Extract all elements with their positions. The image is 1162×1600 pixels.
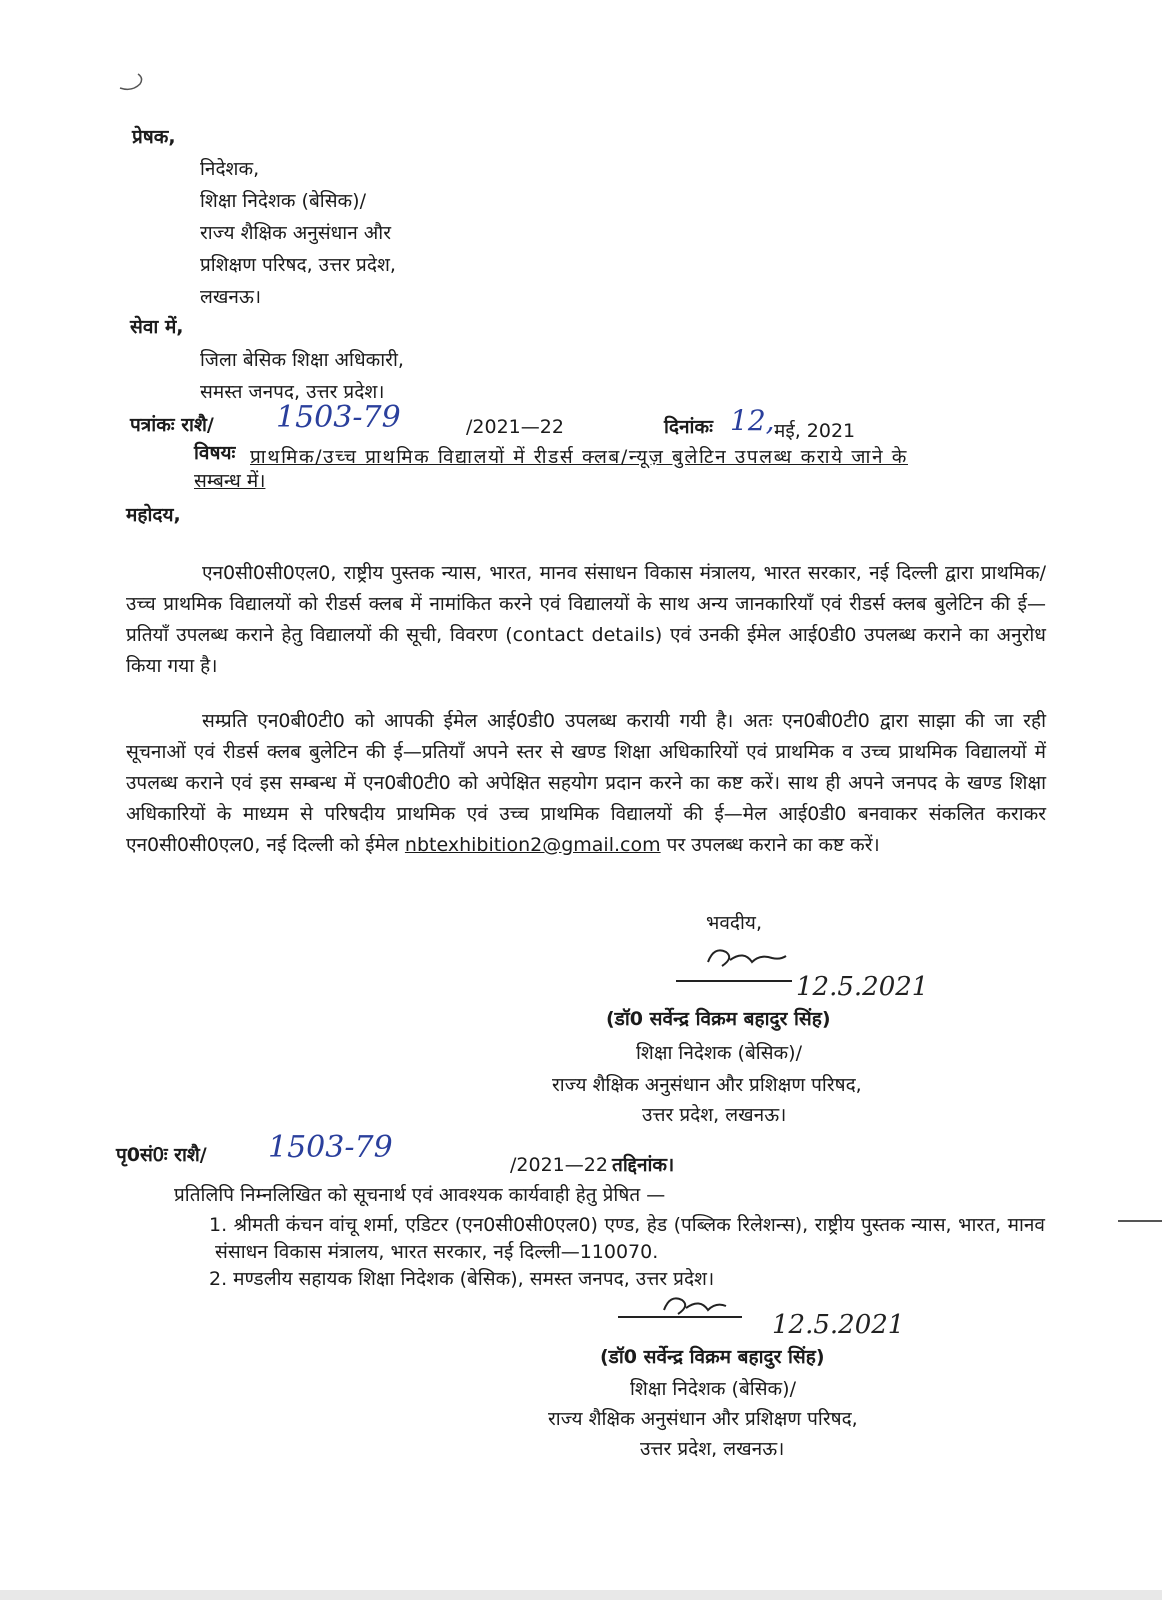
endorsement-tad: तद्दिनांक। bbox=[612, 1154, 675, 1176]
sender-heading: प्रेषक, bbox=[132, 126, 176, 148]
signature-date-handwritten: 12.5.2021 bbox=[796, 972, 929, 1002]
recipient-line: समस्त जनपद, उत्तर प्रदेश। bbox=[200, 381, 385, 403]
endorsement-year: /2021—22 bbox=[510, 1154, 608, 1176]
sender-line: शिक्षा निदेशक (बेसिक)/ bbox=[200, 190, 366, 212]
date-label: दिनांकः bbox=[664, 416, 713, 438]
date-handwritten: 12, bbox=[730, 404, 775, 437]
signatory-title: शिक्षा निदेशक (बेसिक)/ bbox=[636, 1042, 802, 1064]
sender-line: प्रशिक्षण परिषद, उत्तर प्रदेश, bbox=[200, 254, 396, 276]
valediction: भवदीय, bbox=[706, 912, 762, 934]
letter-number-year: /2021—22 bbox=[466, 416, 564, 438]
signature-date-handwritten: 12.5.2021 bbox=[772, 1310, 905, 1340]
scan-mark-icon bbox=[116, 70, 150, 94]
subject-underlined: प्राथमिक/उच्च प्राथमिक विद्यालयों में रीडर्स क्लब/न्यूज़ बुलेटिन उपलब्ध कराये जाने के bbox=[250, 446, 908, 468]
signatory-title: शिक्षा निदेशक (बेसिक)/ bbox=[630, 1378, 796, 1400]
signatory-office: राज्य शैक्षिक अनुसंधान और प्रशिक्षण परिषद, bbox=[548, 1408, 858, 1430]
signatory-name: (डॉ0 सर्वेन्द्र विक्रम बहादुर सिंह) bbox=[606, 1008, 831, 1030]
recipient-line: जिला बेसिक शिक्षा अधिकारी, bbox=[200, 349, 404, 371]
list-item: 2. मण्डलीय सहायक शिक्षा निदेशक (बेसिक), समस्त जनपद, उत्तर प्रदेश। bbox=[209, 1268, 715, 1290]
list-item: 1. श्रीमती कंचन वांचू शर्मा, एडिटर (एन0सी0सी0एल0) एण्ड, हेड (पब्लिक रिलेशन्स), राष्ट्रीय पुस्तक न्यास, भारत, मानव संसाधन विकास मंत्रालय, भारत सरकार, नई दिल्ली—110070. bbox=[209, 1214, 1045, 1263]
signatory-office: राज्य शैक्षिक अनुसंधान और प्रशिक्षण परिषद, bbox=[552, 1074, 862, 1096]
signatory-location: उत्तर प्रदेश, लखनऊ। bbox=[640, 1438, 785, 1460]
paragraph-text bbox=[126, 706, 1046, 861]
recipient-heading: सेवा में, bbox=[130, 316, 184, 338]
signatory-location: उत्तर प्रदेश, लखनऊ। bbox=[642, 1104, 787, 1126]
salutation: महोदय, bbox=[126, 504, 181, 526]
signature-line bbox=[618, 1316, 742, 1318]
paragraph-text: एन0सी0सी0एल0, राष्ट्रीय पुस्तक न्यास, भारत, मानव संसाधन विकास मंत्रालय, भारत सरकार, नई दिल्ली द्वारा प्राथमिक/उच्च प्राथमिक विद्यालयों को रीडर्स क्लब में नामांकित करने एवं विद्यालयों के साथ अन्य जानकारियाँ एवं रीडर्स क्लब बुलेटिन की ई—प्रतियाँ उपलब्ध कराने हेतु विद्यालयों की सूची, विवरण (contact details) एवं उनकी ईमेल आई0डी0 उपलब्ध कराने का अनुरोध किया गया है। bbox=[126, 562, 1046, 677]
scan-edge-mark bbox=[1118, 1220, 1162, 1222]
date-rest: मई, 2021 bbox=[774, 420, 856, 442]
body-paragraph-1 bbox=[126, 558, 1046, 682]
paragraph-text-after: पर उपलब्ध कराने का कष्ट करें। bbox=[666, 834, 880, 856]
sender-line: निदेशक, bbox=[200, 158, 260, 180]
subject-text bbox=[250, 442, 1032, 472]
letter-number-prefix: पत्रांकः राशै/ bbox=[130, 414, 214, 436]
body-paragraph-2 bbox=[126, 706, 1046, 861]
email-link[interactable]: nbtexhibition2@gmail.com bbox=[404, 834, 661, 856]
subject-end: सम्बन्ध में। bbox=[194, 470, 266, 492]
subject-label: विषयः bbox=[194, 442, 236, 464]
signature-icon bbox=[700, 940, 790, 974]
endorsement-handwritten: 1503-79 bbox=[268, 1130, 393, 1165]
signatory-name: (डॉ0 सर्वेन्द्र विक्रम बहादुर सिंह) bbox=[600, 1346, 825, 1368]
letter-number-label bbox=[130, 410, 214, 440]
signature-line bbox=[676, 980, 792, 982]
sender-line: राज्य शैक्षिक अनुसंधान और bbox=[200, 222, 392, 244]
paragraph-text-before: सम्प्रति एन0बी0टी0 को आपकी ईमेल आई0डी0 उपलब्ध करायी गयी है। अतः एन0बी0टी0 द्वारा साझा की जा रही सूचनाओं एवं रीडर्स क्लब बुलेटिन की ई—प्रतियाँ अपने स्तर से खण्ड शिक्षा अधिकारियों एवं प्राथमिक व उच्च प्राथमिक विद्यालयों में उपलब्ध कराने एवं इस सम्बन्ध में एन0बी0टी0 को अपेक्षित सहयोग प्रदान करने का कष्ट करें। साथ ही अपने जनपद के खण्ड शिक्षा अधिकारियों के माध्यम से परिषदीय प्राथमिक एवं उच्च प्राथमिक विद्यालयों की ई—मेल आई0डी0 बनवाकर संकलित कराकर एन0सी0सी0एल0, नई दिल्ली को ईमेल bbox=[126, 710, 1046, 856]
scan-bottom-edge bbox=[0, 1590, 1162, 1600]
sender-line: लखनऊ। bbox=[200, 286, 262, 308]
copy-recipients-list bbox=[205, 1212, 1045, 1293]
letter-number-handwritten: 1503-79 bbox=[276, 400, 401, 435]
endorsement-intro: प्रतिलिपि निम्नलिखित को सूचनार्थ एवं आवश्यक कार्यवाही हेतु प्रेषित — bbox=[174, 1184, 666, 1206]
endorsement-label: पृ0सं0ः राशै/ bbox=[116, 1144, 207, 1166]
